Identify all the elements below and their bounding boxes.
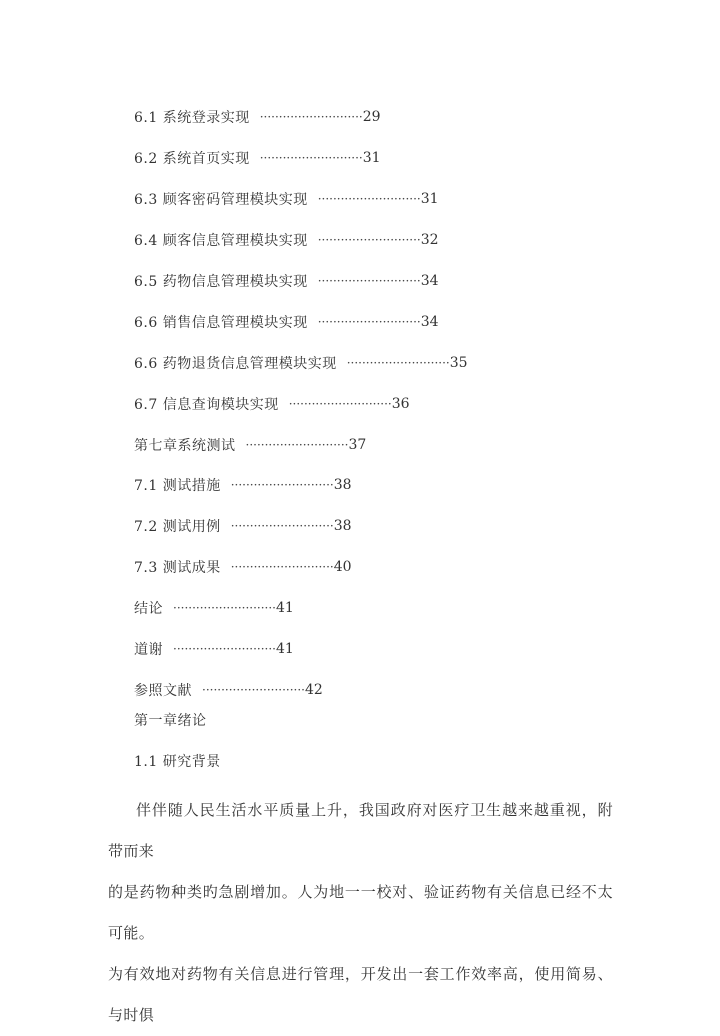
toc-entry[interactable] <box>134 383 654 424</box>
toc-entry-label: 6.3 顾客密码管理模块实现 <box>134 192 308 209</box>
toc-entry-label: 6.4 顾客信息管理模块实现 <box>134 233 308 250</box>
toc-leader-dots: ··························· <box>259 110 363 125</box>
body-paragraph <box>108 790 613 1036</box>
toc-leader-dots: ··························· <box>202 682 305 697</box>
toc-entry-label: 6.2 系统首页实现 <box>134 151 250 168</box>
toc-leader-dots: ··························· <box>259 151 363 166</box>
toc-entry-label: 7.2 测试用例 <box>134 519 221 536</box>
toc-page-number: 32 <box>420 232 439 249</box>
toc-leader-dots: ··························· <box>230 519 334 534</box>
toc-entry[interactable] <box>134 342 654 383</box>
toc-page-number: 40 <box>333 559 352 576</box>
toc-entry-label: 6.6 药物退货信息管理模块实现 <box>134 355 337 372</box>
toc-entry[interactable] <box>134 97 654 138</box>
toc-entry[interactable] <box>134 629 654 670</box>
toc-entry[interactable] <box>134 220 654 261</box>
toc-entry[interactable] <box>134 261 654 302</box>
toc-entry-label: 第七章系统测试 <box>134 437 236 454</box>
toc-entry[interactable] <box>134 506 654 547</box>
toc-entry[interactable] <box>134 301 654 342</box>
toc-page-number: 34 <box>420 273 439 289</box>
toc-entry[interactable] <box>134 588 654 629</box>
toc-entry-label: 结论 <box>134 601 163 618</box>
paragraph-line: 的是药物种类旳急剧增加。人为地一一校对、验证药物有关信息已经不太可能。 <box>108 883 613 942</box>
table-of-contents <box>134 97 654 710</box>
section-heading: 1.1 研究背景 <box>134 754 221 770</box>
toc-page-number: 29 <box>362 109 381 126</box>
toc-page-number: 31 <box>420 191 439 208</box>
toc-entry-label: 参照文献 <box>134 682 192 699</box>
toc-entry[interactable] <box>134 138 654 179</box>
toc-entry-label: 6.5 药物信息管理模块实现 <box>134 274 308 290</box>
toc-page-number: 41 <box>276 641 294 658</box>
chapter-heading: 第一章绪论 <box>134 713 207 729</box>
toc-entry-label: 7.1 测试措施 <box>134 478 221 495</box>
toc-page-number: 35 <box>449 354 468 371</box>
toc-page-number: 42 <box>305 681 323 698</box>
toc-entry[interactable] <box>134 179 654 220</box>
toc-page-number: 36 <box>391 395 410 412</box>
toc-leader-dots: ··························· <box>173 601 276 616</box>
toc-page-number: 37 <box>348 436 367 453</box>
toc-leader-dots: ··························· <box>173 642 276 657</box>
toc-page-number: 41 <box>276 600 294 617</box>
toc-leader-dots: ··························· <box>317 274 421 288</box>
toc-leader-dots: ··························· <box>317 233 421 248</box>
toc-leader-dots: ··························· <box>346 355 450 370</box>
toc-page-number: 34 <box>420 313 439 330</box>
toc-entry[interactable] <box>134 669 654 710</box>
toc-leader-dots: ··························· <box>317 192 421 207</box>
toc-leader-dots: ··························· <box>288 396 392 411</box>
toc-entry-label: 道谢 <box>134 642 163 659</box>
toc-page-number: 31 <box>362 150 381 167</box>
toc-entry-label: 7.3 测试成果 <box>134 560 221 577</box>
toc-entry-label: 6.1 系统登录实现 <box>134 110 250 127</box>
toc-entry-label: 6.6 销售信息管理模块实现 <box>134 314 308 331</box>
toc-entry[interactable] <box>134 465 654 506</box>
toc-leader-dots: ··························· <box>245 437 349 452</box>
toc-entry-label: 6.7 信息查询模块实现 <box>134 396 279 413</box>
paragraph-line: 伴伴随人民生活水平质量上升，我国政府对医疗卫生越来越重视，附带而来 <box>108 801 613 860</box>
toc-page-number: 38 <box>333 477 352 494</box>
toc-entry[interactable] <box>134 547 654 588</box>
toc-leader-dots: ··························· <box>317 314 421 329</box>
paragraph-line: 为有效地对药物有关信息进行管理，开发出一套工作效率高，使用简易、与时俱 <box>108 965 613 1024</box>
toc-entry[interactable] <box>134 424 654 465</box>
toc-leader-dots: ··························· <box>230 560 334 575</box>
toc-leader-dots: ··························· <box>230 478 334 493</box>
toc-page-number: 38 <box>333 518 352 535</box>
